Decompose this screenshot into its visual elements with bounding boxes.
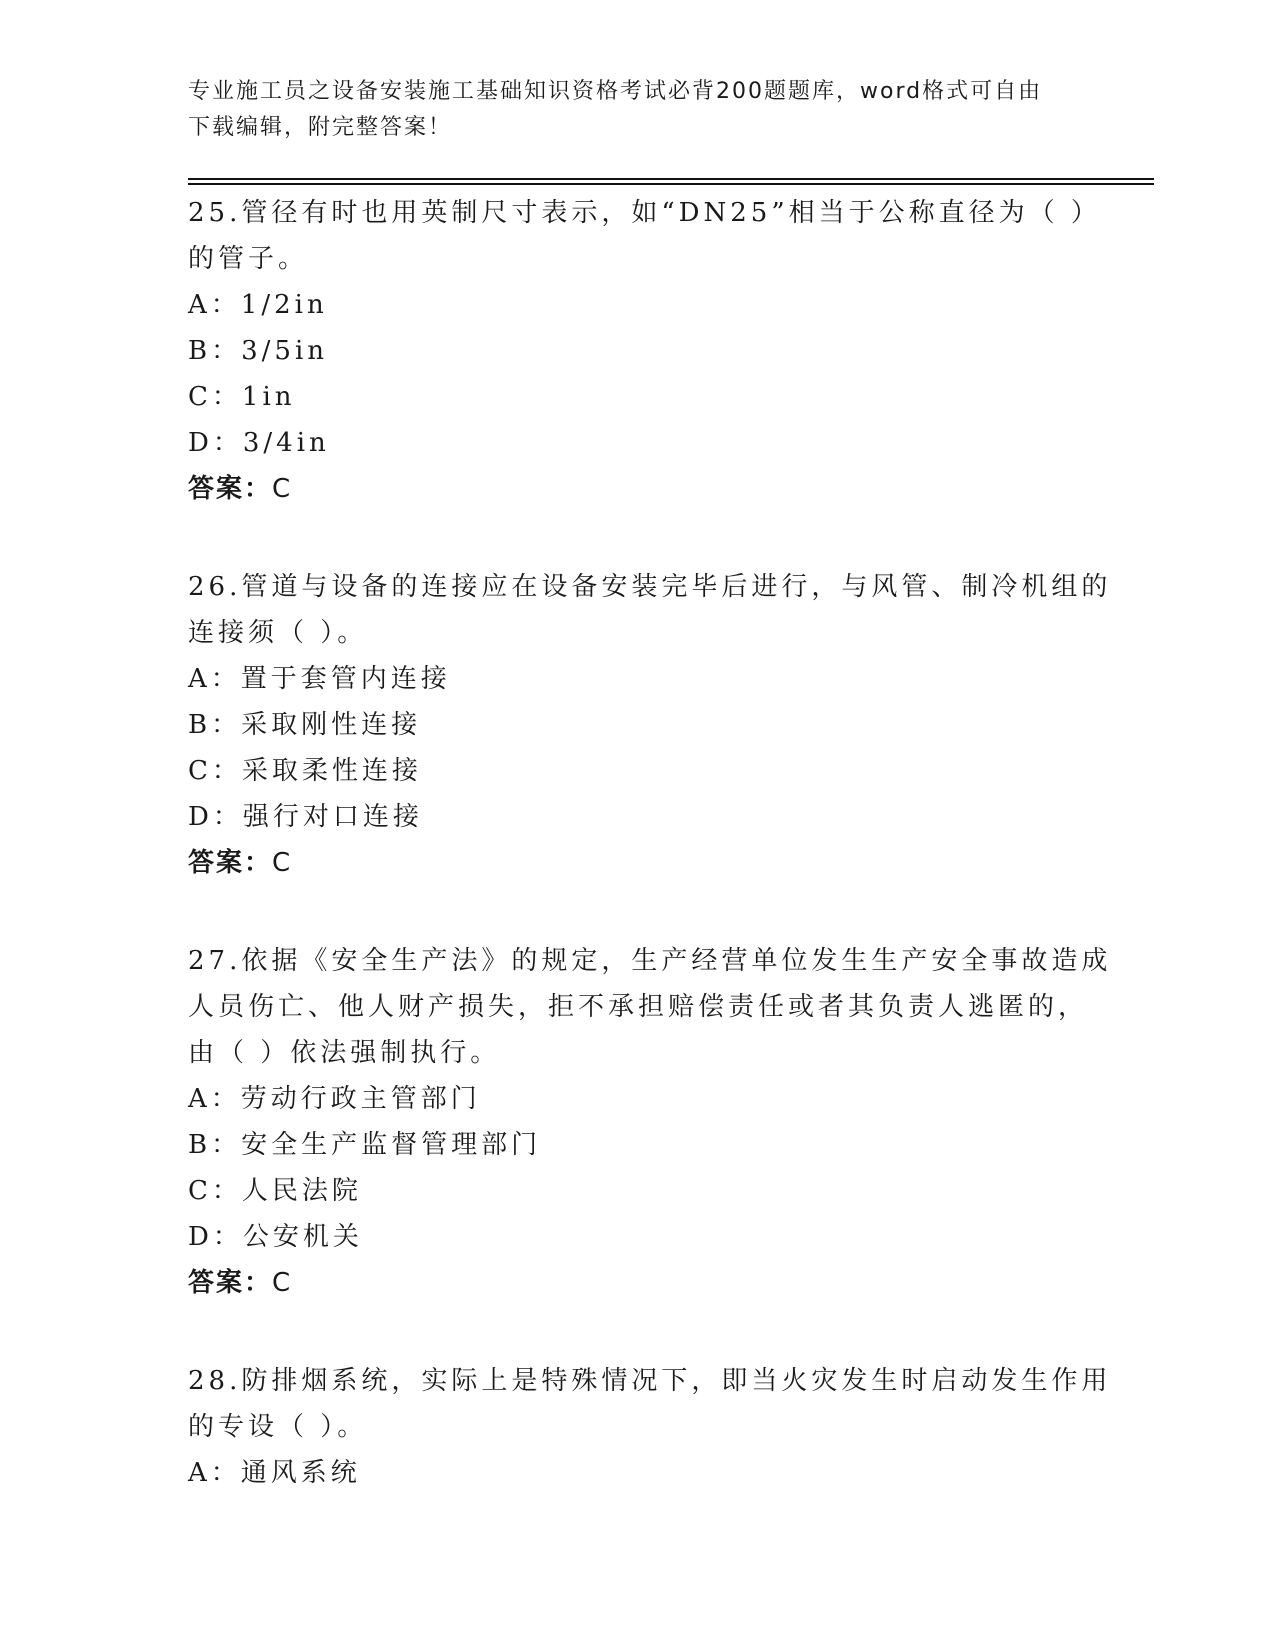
- option-key: D：: [188, 428, 243, 458]
- header-line-1: 专业施工员之设备安装施工基础知识资格考试必背200题题库，word格式可自由: [188, 79, 1043, 104]
- option-a: [188, 656, 1088, 702]
- option-key: A：: [188, 290, 241, 320]
- option-text: 1in: [241, 382, 296, 412]
- question-spacer: [188, 1306, 1088, 1358]
- header-divider-top: [188, 178, 1154, 180]
- answer-label: 答案：: [188, 848, 273, 878]
- option-a: [188, 282, 1088, 328]
- option-key: A：: [188, 664, 241, 694]
- option-d: [188, 794, 1088, 840]
- option-key: D：: [188, 1222, 243, 1252]
- question-stem-line: 的管子。: [188, 244, 309, 274]
- option-d: [188, 420, 1088, 466]
- option-c: [188, 1168, 1088, 1214]
- option-text: 人民法院: [241, 1176, 362, 1206]
- answer-label: 答案：: [188, 474, 273, 504]
- question-28: [188, 1358, 1112, 1496]
- question-stem-line: 28.防排烟系统，实际上是特殊情况下，即当火灾发生时启动发生作用: [188, 1366, 1112, 1396]
- option-a: [188, 1450, 1088, 1496]
- option-key: D：: [188, 802, 243, 832]
- answer-line: [188, 840, 1088, 886]
- question-stem-line: 连接须（ ）。: [188, 618, 368, 648]
- option-text: 公安机关: [242, 1222, 363, 1252]
- option-text: 采取刚性连接: [241, 710, 422, 740]
- header-divider-bottom: [188, 183, 1154, 185]
- question-26: [188, 564, 1112, 886]
- question-27: [188, 938, 1112, 1306]
- option-b: [188, 1122, 1088, 1168]
- option-key: C：: [188, 382, 242, 412]
- option-text: 置于套管内连接: [240, 664, 451, 694]
- question-stem-line: 的专设（ ）。: [188, 1412, 368, 1442]
- option-a: [188, 1076, 1088, 1122]
- question-stem-line: 26.管道与设备的连接应在设备安装完毕后进行，与风管、制冷机组的: [188, 572, 1112, 602]
- option-c: [188, 748, 1088, 794]
- option-text: 采取柔性连接: [241, 756, 422, 786]
- question-stem-line: 由（ ）依法强制执行。: [188, 1038, 501, 1068]
- option-text: 通风系统: [240, 1458, 361, 1488]
- option-text: 安全生产监督管理部门: [241, 1130, 542, 1160]
- option-key: B：: [188, 336, 242, 366]
- document-header: [188, 74, 1088, 146]
- answer-line: [188, 466, 1088, 512]
- option-b: [188, 328, 1088, 374]
- question-spacer: [188, 512, 1088, 564]
- question-list: [188, 190, 1112, 1496]
- answer-label: 答案：: [188, 1268, 273, 1298]
- question-stem-line: 人员伤亡、他人财产损失，拒不承担赔偿责任或者其负责人逃匿的，: [188, 992, 1089, 1022]
- answer-value: C: [272, 1268, 293, 1298]
- answer-line: [188, 1260, 1088, 1306]
- option-key: B：: [188, 710, 242, 740]
- answer-value: C: [272, 474, 293, 504]
- option-c: [188, 374, 1088, 420]
- option-key: B：: [188, 1130, 242, 1160]
- header-line-2: 下载编辑，附完整答案！: [188, 115, 453, 140]
- option-text: 强行对口连接: [242, 802, 423, 832]
- option-text: 劳动行政主管部门: [240, 1084, 481, 1114]
- option-key: C：: [188, 756, 242, 786]
- option-key: A：: [188, 1458, 241, 1488]
- answer-value: C: [272, 848, 293, 878]
- question-stem-line: 25.管径有时也用英制尺寸表示，如“DN25”相当于公称直径为（ ）: [188, 198, 1101, 228]
- option-text: 1/2in: [240, 290, 328, 320]
- option-d: [188, 1214, 1088, 1260]
- question-stem-line: 27.依据《安全生产法》的规定，生产经营单位发生生产安全事故造成: [188, 946, 1112, 976]
- option-text: 3/4in: [242, 428, 330, 458]
- question-25: [188, 190, 1101, 512]
- option-text: 3/5in: [241, 336, 329, 366]
- option-key: A：: [188, 1084, 241, 1114]
- option-b: [188, 702, 1088, 748]
- option-key: C：: [188, 1176, 242, 1206]
- question-spacer: [188, 886, 1088, 938]
